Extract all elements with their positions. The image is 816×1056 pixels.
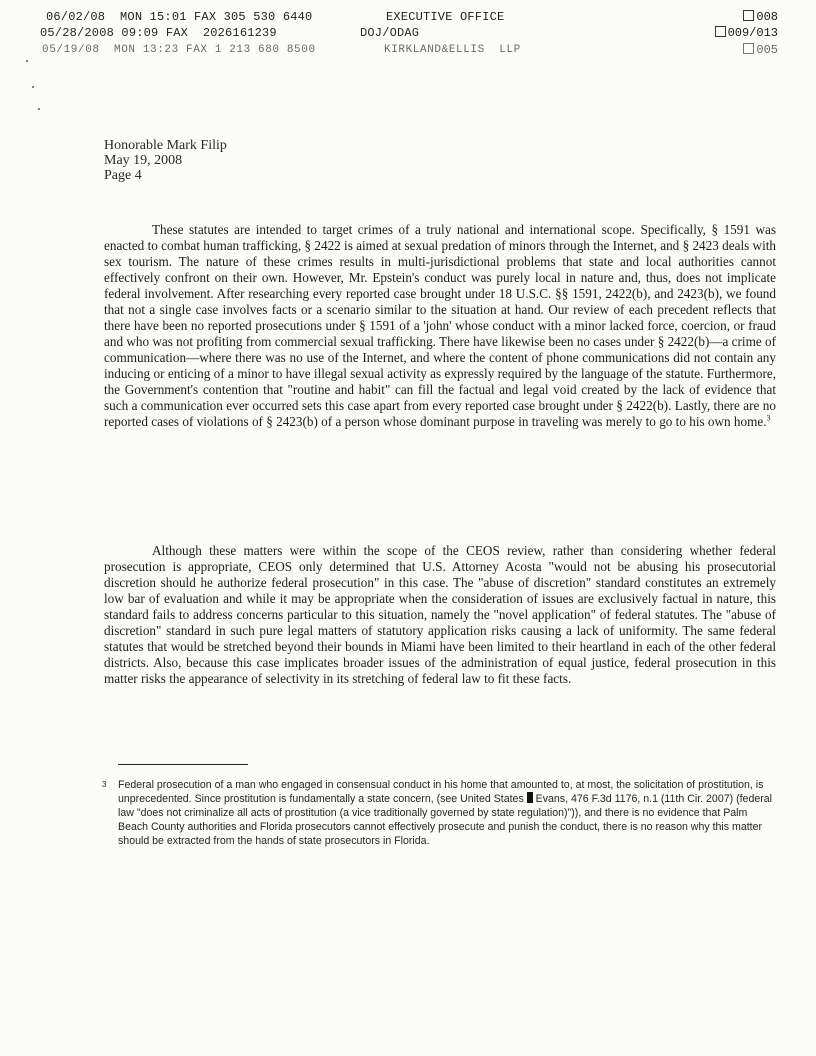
- footnote-mark: 3: [102, 780, 107, 789]
- fax-box-icon: [715, 26, 726, 37]
- footnote: [102, 778, 778, 848]
- fax-header-dest-1: EXECUTIVE OFFICE: [386, 10, 505, 24]
- scan-speck: [38, 108, 40, 110]
- fax-header-line-3: 05/19/08 MON 13:23 FAX 1 213 680 8500: [42, 44, 316, 56]
- fax-box-icon: [743, 43, 754, 54]
- footnote-divider: [118, 764, 248, 765]
- fax-header-line-2: 05/28/2008 09:09 FAX 2026161239: [40, 26, 277, 40]
- fax-page-number-2: 009/013: [715, 26, 778, 40]
- footnote-text-before: Federal prosecution of a man who engaged in consensual conduct in his home that amounted to, at most, the solicitation of prostitution, is unprecedented. Since prostitution is fundamentally a state concern, (see United States: [118, 779, 764, 805]
- footnote-text-after: Evans, 476 F.3d 1176, n.1 (11th Cir. 2007) (federal law "does not criminalize all acts of prostitution (a vice traditionally governed by state regulation)")), and there is no evidence that Palm Beach County authorities and Florida prosecutors cannot effectively prosecute and punish the conduct, there is no reason why this matter should be extracted from the hands of state prosecutors in Florida.: [118, 793, 773, 847]
- fax-page-number-1: 008: [743, 10, 778, 24]
- body-paragraph-2: [104, 543, 776, 687]
- recipient-name: Honorable Mark Filip: [104, 138, 227, 153]
- body-paragraph-1: [104, 222, 776, 430]
- paragraph-2-text: Although these matters were within the scope of the CEOS review, rather than considering whether federal prosecution is appropriate, CEOS only determined that U.S. Attorney Acosta "would not be abusing his prosecutorial discretion should he authorize federal prosecution" in this case. The "abuse of discretion" standard constitutes an extremely low bar of evaluation and while it may be appropriate when the consideration of issues are exclusively factual in nature, this standard fails to address concerns particular to this situation, namely the "novel application" of federal statutes. The "abuse of discretion" standard in such pure legal matters of statutory application risks causing a lack of uniformity. The same federal statutes that would be stretched beyond their bounds in Miami have been limited to their heartland in each of the other federal districts. Also, because this case implicates broader issues of the administration of equal justice, federal prosecution in this matter risks the appearance of selectivity in its stretching of federal law to fit these facts.: [104, 543, 776, 686]
- fax-page-number-3: 005: [743, 43, 778, 57]
- address-block: [104, 138, 227, 183]
- fax-header-dest-2: DOJ/ODAG: [360, 26, 420, 40]
- scan-speck: [32, 86, 34, 88]
- letter-date: May 19, 2008: [104, 153, 183, 168]
- paragraph-1-text: These statutes are intended to target crimes of a truly national and international scope. Specifically, § 1591 was enacted to combat human trafficking, § 2422 is aimed at sexual predation of minors through the Internet, and § 2423 deals with sex tourism. The nature of these crimes results in multi-jurisdictional problems that state and local authorities cannot effectively confront on their own. However, Mr. Epstein's conduct was purely local in nature and, thus, does not implicate federal involvement. After researching every reported case brought under 18 U.S.C. §§ 1591, 2422(b), and 2423(b), we found that not a single case involves facts or a scenario similar to the situation at hand. Our review of each precedent reflects that there have been no reported prosecutions under § 1591 of a 'john' whose conduct with a minor lacked force, coercion, or fraud and who was not profiting from commercial sexual trafficking. There have likewise been no cases under § 2422(b)—a crime of communication—where there was no use of the Internet, and where the content of phone communications did not contain any inducing or enticing of a minor to have illegal sexual activity as expressly required by the language of the statute. Furthermore, the Government's contention that "routine and habit" can fill the factual and legal void created by the lack of evidence that such a communication ever occurred sets this case apart from every reported case brought under § 2422(b). Lastly, there are no reported cases of violations of § 2423(b) of a person whose dominant purpose in traveling was merely to go to his own home.: [104, 222, 776, 429]
- fax-box-icon: [743, 10, 754, 21]
- fax-header-line-1: 06/02/08 MON 15:01 FAX 305 530 6440: [46, 10, 313, 24]
- footnote-reference: 3: [766, 413, 771, 423]
- fax-header-dest-3: KIRKLAND&ELLIS LLP: [384, 44, 521, 56]
- page-label: Page 4: [104, 168, 142, 183]
- redaction-mark: [527, 792, 533, 803]
- scan-speck: [26, 60, 28, 62]
